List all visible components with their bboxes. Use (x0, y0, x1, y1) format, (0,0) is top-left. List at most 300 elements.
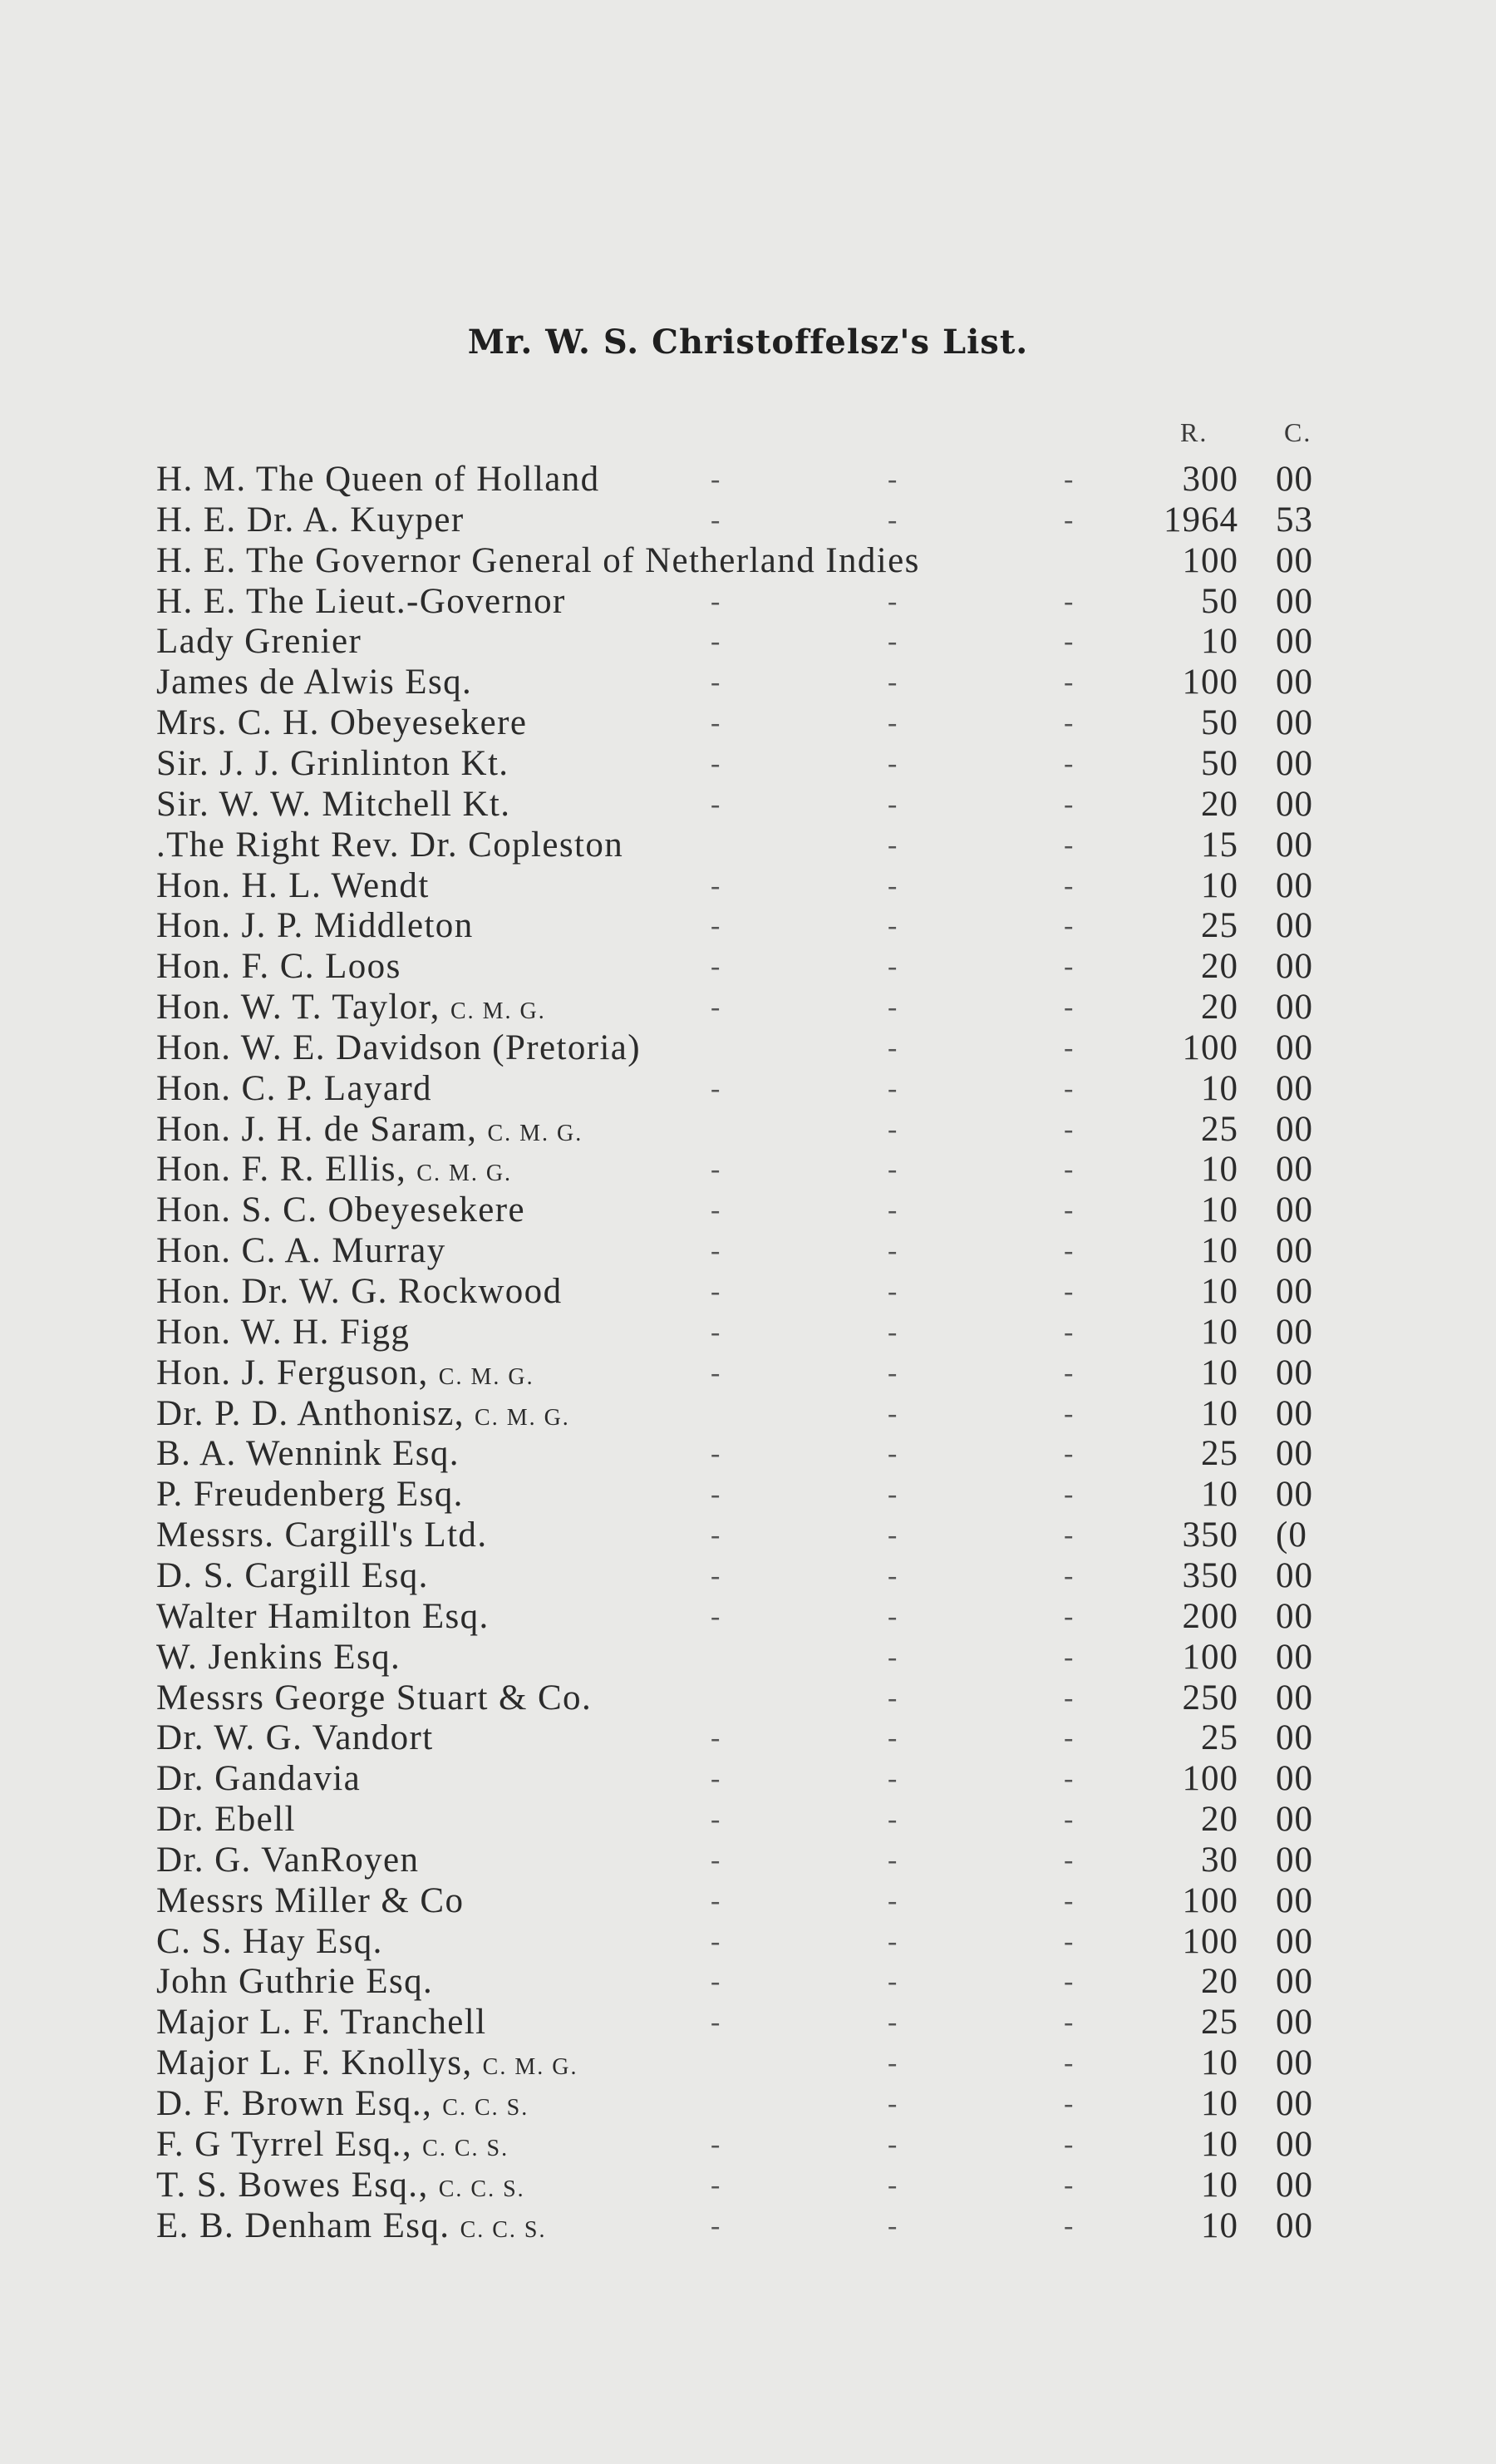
amount-cents: 00 (1276, 2124, 1313, 2164)
amount-cents: 00 (1276, 1475, 1313, 1515)
subscriber-name-text: Sir. J. J. Grinlinton Kt. (156, 743, 509, 783)
subscriber-name-text: Major L. F. Tranchell (156, 2003, 487, 2043)
amount-cents: 00 (1276, 1718, 1313, 1758)
leader-dash: - (711, 1722, 721, 1754)
leader-dash: - (888, 1520, 898, 1551)
subscriber-name (156, 1069, 432, 1110)
amount-rupees: 30 (1201, 1840, 1238, 1880)
leader-dash: - (888, 707, 898, 739)
leader-dash: - (711, 1235, 721, 1267)
list-row (0, 1841, 1496, 1881)
subscriber-name (156, 1028, 641, 1069)
subscriber-name (156, 1881, 464, 1922)
subscriber-name (156, 744, 509, 785)
amount-cents: 00 (1276, 947, 1313, 987)
amount-rupees: 10 (1201, 1231, 1238, 1271)
leader-dash: - (711, 788, 721, 820)
subscriber-name-text: H. E. The Lieut.-Governor (156, 581, 566, 621)
leader-dash: - (711, 1885, 721, 1916)
subscriber-name (156, 1190, 525, 1231)
leader-dash: - (711, 1966, 721, 1998)
amount-cents: 00 (1276, 1555, 1313, 1595)
subscriber-name-text: Hon. W. E. Davidson (Pretoria) (156, 1027, 642, 1067)
amount-rupees: 1964 (1164, 500, 1238, 540)
amount-rupees: 10 (1201, 2084, 1238, 2123)
leader-dash: - (888, 1925, 898, 1957)
list-row (0, 2084, 1496, 2125)
subscriber-name (156, 1718, 434, 1759)
amount-rupees: 10 (1201, 2205, 1238, 2245)
leader-dash: - (888, 1154, 898, 1185)
leader-dash: - (1064, 1885, 1074, 1916)
amount-rupees: 100 (1182, 1759, 1238, 1799)
leader-dash: - (1064, 1032, 1074, 1063)
amount-rupees: 300 (1182, 460, 1238, 499)
list-row (0, 988, 1496, 1028)
amount-cents: 00 (1276, 1800, 1313, 1840)
list-row (0, 2166, 1496, 2206)
leader-dash: - (888, 1641, 898, 1673)
subscriber-name (156, 460, 600, 500)
amount-rupees: 350 (1182, 1555, 1238, 1595)
subscriber-name (156, 1394, 570, 1439)
list-row (0, 1110, 1496, 1151)
amount-cents: 00 (1276, 1109, 1313, 1149)
subscriber-name-text: E. B. Denham Esq. (156, 2205, 450, 2245)
list-row (0, 1313, 1496, 1353)
subscriber-name-text: H. M. The Queen of Holland (156, 460, 600, 499)
leader-dash: - (1064, 788, 1074, 820)
leader-dash: - (711, 992, 721, 1023)
amount-cents: 00 (1276, 1353, 1313, 1392)
honours-suffix: C. M. G. (475, 1404, 570, 1431)
leader-dash: - (1064, 1438, 1074, 1470)
subscriber-name (156, 1515, 487, 1556)
leader-dash: - (888, 2088, 898, 2119)
subscriber-name-text: Dr. G. VanRoyen (156, 1840, 420, 1880)
amount-rupees: 250 (1182, 1678, 1238, 1717)
subscriber-name (156, 2206, 547, 2251)
leader-dash: - (888, 1235, 898, 1267)
leader-dash: - (711, 1438, 721, 1470)
amount-rupees: 20 (1201, 988, 1238, 1027)
leader-dash: - (711, 464, 721, 495)
amount-rupees: 20 (1201, 1800, 1238, 1840)
amount-rupees: 50 (1201, 581, 1238, 621)
leader-dash: - (1064, 2007, 1074, 2038)
amount-cents: 00 (1276, 784, 1313, 824)
subscriber-name-text: H. E. The Governor General of Netherland Indies (156, 540, 920, 580)
amount-cents: 00 (1276, 703, 1313, 743)
subscriber-name (156, 2043, 578, 2088)
subscriber-name-text: John Guthrie Esq. (156, 1962, 434, 2002)
leader-dash: - (711, 504, 721, 535)
subscriber-name-text: .The Right Rev. Dr. Copleston (156, 825, 624, 865)
leader-dash: - (711, 1520, 721, 1551)
subscriber-name-text: Walter Hamilton Esq. (156, 1596, 490, 1636)
subscriber-name (156, 1475, 464, 1515)
amount-cents: 00 (1276, 865, 1313, 905)
subscriber-name-text: Dr. P. D. Anthonisz, (156, 1393, 465, 1433)
amount-cents: 00 (1276, 1393, 1313, 1433)
leader-dash: - (888, 992, 898, 1023)
amount-cents: 00 (1276, 1068, 1313, 1108)
amount-cents: 00 (1276, 1190, 1313, 1230)
amount-rupees: 10 (1201, 1272, 1238, 1311)
list-row (0, 2043, 1496, 2084)
list-row (0, 500, 1496, 541)
list-row (0, 947, 1496, 988)
subscriber-name-text: H. E. Dr. A. Kuyper (156, 500, 465, 540)
list-row (0, 1597, 1496, 1638)
leader-dash: - (888, 2210, 898, 2241)
subscriber-name (156, 582, 566, 623)
amount-rupees: 10 (1201, 622, 1238, 662)
amount-cents: 00 (1276, 1678, 1313, 1717)
leader-dash: - (888, 1885, 898, 1916)
leader-dash: - (1064, 1316, 1074, 1348)
leader-dash: - (888, 585, 898, 617)
honours-suffix: C. M. G. (450, 998, 546, 1025)
amount-cents: 00 (1276, 1962, 1313, 2002)
honours-suffix: C. C. S. (422, 2135, 509, 2161)
subscriber-name (156, 2166, 525, 2210)
leader-dash: - (1064, 1763, 1074, 1795)
leader-dash: - (1064, 2088, 1074, 2119)
amount-rupees: 100 (1182, 540, 1238, 580)
leader-dash: - (888, 910, 898, 942)
amount-rupees: 20 (1201, 947, 1238, 987)
leader-dash: - (711, 707, 721, 739)
subscriber-name (156, 1800, 296, 1841)
subscriber-name-text: Hon. J. H. de Saram, (156, 1109, 478, 1149)
amount-cents: 00 (1276, 2003, 1313, 2043)
leader-dash: - (711, 1357, 721, 1388)
amount-cents: (0 (1276, 1515, 1307, 1555)
amount-rupees: 10 (1201, 1190, 1238, 1230)
amount-cents: 00 (1276, 988, 1313, 1027)
subscriber-name-text: Hon. J. Ferguson, (156, 1353, 429, 1392)
leader-dash: - (888, 870, 898, 901)
amount-cents: 00 (1276, 1840, 1313, 1880)
subscriber-name (156, 622, 362, 663)
leader-dash: - (888, 1844, 898, 1875)
leader-dash: - (1064, 1154, 1074, 1185)
leader-dash: - (711, 1804, 721, 1836)
leader-dash: - (711, 1316, 721, 1348)
subscriber-name-text: James de Alwis Esq. (156, 663, 473, 702)
subscriber-name-text: Major L. F. Knollys, (156, 2043, 473, 2083)
leader-dash: - (1064, 1397, 1074, 1429)
amount-cents: 00 (1276, 1150, 1313, 1190)
cents-column-header: C. (1284, 417, 1312, 447)
subscriber-name-text: Hon. F. R. Ellis, (156, 1150, 407, 1190)
honours-suffix: C. M. G. (416, 1161, 513, 1187)
subscriber-name (156, 703, 527, 744)
leader-dash: - (888, 829, 898, 860)
subscriber-name (156, 1556, 429, 1597)
list-row (0, 1272, 1496, 1313)
list-row (0, 2206, 1496, 2247)
list-row (0, 1556, 1496, 1597)
leader-dash: - (711, 1072, 721, 1104)
leader-dash: - (1064, 910, 1074, 942)
amount-cents: 00 (1276, 1596, 1313, 1636)
leader-dash: - (711, 1763, 721, 1795)
subscriber-name (156, 825, 623, 866)
leader-dash: - (1064, 2210, 1074, 2241)
list-row (0, 1069, 1496, 1110)
subscriber-name-text: C. S. Hay Esq. (156, 1921, 383, 1961)
leader-dash: - (1064, 2128, 1074, 2160)
amount-rupees: 10 (1201, 865, 1238, 905)
subscriber-name-text: Dr. Gandavia (156, 1759, 362, 1799)
amount-rupees: 10 (1201, 2165, 1238, 2205)
leader-dash: - (1064, 1722, 1074, 1754)
leader-dash: - (711, 1925, 721, 1957)
amount-cents: 00 (1276, 460, 1313, 499)
subscriber-name-text: F. G Tyrrel Esq., (156, 2124, 412, 2164)
subscriber-name (156, 2003, 486, 2043)
subscriber-name (156, 947, 401, 988)
list-row (0, 1800, 1496, 1841)
leader-dash: - (711, 1600, 721, 1632)
list-row (0, 460, 1496, 500)
subscriber-name (156, 1231, 446, 1272)
honours-suffix: C. C. S. (460, 2216, 547, 2243)
leader-dash: - (1064, 1682, 1074, 1713)
leader-dash: - (1064, 870, 1074, 901)
amount-rupees: 10 (1201, 1393, 1238, 1433)
leader-dash: - (711, 951, 721, 983)
amount-cents: 00 (1276, 1637, 1313, 1677)
subscriber-name-text: Sir. W. W. Mitchell Kt. (156, 784, 511, 824)
subscriber-name-text: Messrs. Cargill's Ltd. (156, 1515, 488, 1555)
leader-dash: - (711, 1479, 721, 1510)
amount-cents: 00 (1276, 2205, 1313, 2245)
amount-cents: 53 (1276, 500, 1313, 540)
subscriber-name-text: T. S. Bowes Esq., (156, 2165, 429, 2205)
list-row (0, 1231, 1496, 1272)
subscriber-name-text: Dr. W. G. Vandort (156, 1718, 434, 1758)
amount-rupees: 10 (1201, 1312, 1238, 1352)
leader-dash: - (888, 1966, 898, 1998)
leader-dash: - (711, 667, 721, 698)
leader-dash: - (1064, 829, 1074, 860)
leader-dash: - (711, 2169, 721, 2200)
honours-suffix: C. C. S. (438, 2176, 525, 2202)
amount-cents: 00 (1276, 1921, 1313, 1961)
leader-dash: - (711, 1560, 721, 1591)
list-row (0, 866, 1496, 907)
list-row (0, 1028, 1496, 1069)
amount-rupees: 10 (1201, 1068, 1238, 1108)
leader-dash: - (888, 464, 898, 495)
subscriber-name (156, 1434, 460, 1475)
list-row (0, 1638, 1496, 1678)
list-row (0, 2003, 1496, 2043)
list-row (0, 785, 1496, 825)
amount-cents: 00 (1276, 1272, 1313, 1311)
subscriber-name-text: Hon. Dr. W. G. Rockwood (156, 1272, 563, 1311)
list-row (0, 1515, 1496, 1556)
list-row (0, 1759, 1496, 1800)
amount-cents: 00 (1276, 622, 1313, 662)
amount-cents: 00 (1276, 663, 1313, 702)
subscriber-name (156, 1150, 512, 1195)
leader-dash: - (1064, 1844, 1074, 1875)
list-row (0, 1475, 1496, 1515)
subscriber-name (156, 1759, 361, 1800)
leader-dash: - (888, 2007, 898, 2038)
amount-rupees: 20 (1201, 784, 1238, 824)
list-row (0, 1962, 1496, 2003)
leader-dash: - (711, 1154, 721, 1185)
subscriber-name-text: Messrs Miller & Co (156, 1880, 465, 1920)
amount-cents: 00 (1276, 743, 1313, 783)
subscriber-name-text: Hon. F. C. Loos (156, 947, 401, 987)
leader-dash: - (888, 788, 898, 820)
list-row (0, 1353, 1496, 1394)
amount-rupees: 350 (1182, 1515, 1238, 1555)
amount-cents: 00 (1276, 1027, 1313, 1067)
leader-dash: - (711, 1276, 721, 1307)
amount-rupees: 10 (1201, 1150, 1238, 1190)
leader-dash: - (888, 1479, 898, 1510)
amount-rupees: 25 (1201, 906, 1238, 946)
list-row (0, 1190, 1496, 1231)
amount-rupees: 20 (1201, 1962, 1238, 2002)
leader-dash: - (888, 747, 898, 779)
amount-rupees: 10 (1201, 2124, 1238, 2164)
list-row (0, 2125, 1496, 2166)
leader-dash: - (1064, 626, 1074, 658)
leader-dash: - (888, 1722, 898, 1754)
leader-dash: - (711, 1844, 721, 1875)
honours-suffix: C. M. G. (438, 1363, 534, 1390)
leader-dash: - (888, 951, 898, 983)
leader-dash: - (888, 1032, 898, 1063)
leader-dash: - (1064, 1113, 1074, 1145)
subscriber-name (156, 663, 472, 703)
leader-dash: - (1064, 504, 1074, 535)
leader-dash: - (711, 910, 721, 942)
leader-dash: - (1064, 1479, 1074, 1510)
subscriber-name-text: Hon. C. P. Layard (156, 1068, 432, 1108)
amount-cents: 00 (1276, 1231, 1313, 1271)
subscriber-name-text: D. F. Brown Esq., (156, 2084, 433, 2123)
honours-suffix: C. C. S. (442, 2095, 529, 2121)
leader-dash: - (888, 1113, 898, 1145)
leader-dash: - (711, 2007, 721, 2038)
rupees-column-header: R. (1180, 417, 1208, 447)
subscriber-name-text: Dr. Ebell (156, 1800, 296, 1840)
amount-cents: 00 (1276, 906, 1313, 946)
subscriber-name-text: P. Freudenberg Esq. (156, 1475, 464, 1515)
list-row (0, 1678, 1496, 1719)
leader-dash: - (1064, 1520, 1074, 1551)
amount-cents: 00 (1276, 2165, 1313, 2205)
leader-dash: - (711, 1195, 721, 1226)
leader-dash: - (888, 667, 898, 698)
list-row (0, 1150, 1496, 1190)
amount-cents: 00 (1276, 1312, 1313, 1352)
leader-dash: - (888, 2169, 898, 2200)
subscriber-name-text: Hon. H. L. Wendt (156, 865, 430, 905)
amount-rupees: 25 (1201, 1434, 1238, 1474)
subscriber-name (156, 785, 510, 825)
subscriber-name (156, 500, 465, 541)
list-row (0, 1922, 1496, 1963)
amount-cents: 00 (1276, 1880, 1313, 1920)
amount-rupees: 100 (1182, 1027, 1238, 1067)
leader-dash: - (1064, 1804, 1074, 1836)
subscriber-name-text: Hon. W. T. Taylor, (156, 988, 440, 1027)
subscriber-name-text: Lady Grenier (156, 622, 362, 662)
leader-dash: - (888, 1072, 898, 1104)
leader-dash: - (888, 1276, 898, 1307)
list-row (0, 825, 1496, 866)
subscriber-name-text: Mrs. C. H. Obeyesekere (156, 703, 528, 743)
subscriber-name (156, 1110, 583, 1155)
leader-dash: - (888, 1316, 898, 1348)
amount-rupees: 100 (1182, 1637, 1238, 1677)
list-row (0, 906, 1496, 947)
leader-dash: - (888, 2048, 898, 2079)
subscriber-name-text: Hon. S. C. Obeyesekere (156, 1190, 525, 1230)
amount-rupees: 25 (1201, 1718, 1238, 1758)
list-row (0, 582, 1496, 623)
leader-dash: - (1064, 747, 1074, 779)
leader-dash: - (711, 747, 721, 779)
amount-cents: 00 (1276, 1759, 1313, 1799)
leader-dash: - (711, 585, 721, 617)
list-row (0, 744, 1496, 785)
subscriber-name-text: W. Jenkins Esq. (156, 1637, 401, 1677)
subscriber-name (156, 1638, 401, 1678)
amount-rupees: 100 (1182, 1921, 1238, 1961)
leader-dash: - (1064, 1276, 1074, 1307)
subscriber-name (156, 906, 474, 947)
leader-dash: - (888, 1397, 898, 1429)
leader-dash: - (711, 2210, 721, 2241)
list-row (0, 703, 1496, 744)
honours-suffix: C. M. G. (482, 2054, 578, 2081)
leader-dash: - (1064, 992, 1074, 1023)
leader-dash: - (888, 504, 898, 535)
list-row (0, 663, 1496, 703)
amount-rupees: 25 (1201, 2003, 1238, 2043)
amount-rupees: 200 (1182, 1596, 1238, 1636)
leader-dash: - (888, 626, 898, 658)
amount-rupees: 50 (1201, 743, 1238, 783)
leader-dash: - (1064, 1966, 1074, 1998)
leader-dash: - (1064, 667, 1074, 698)
leader-dash: - (1064, 1072, 1074, 1104)
subscriber-name-text: Hon. W. H. Figg (156, 1312, 411, 1352)
leader-dash: - (888, 1600, 898, 1632)
leader-dash: - (1064, 1560, 1074, 1591)
amount-rupees: 25 (1201, 1109, 1238, 1149)
subscriber-name (156, 1962, 433, 2003)
list-row (0, 622, 1496, 663)
leader-dash: - (1064, 1357, 1074, 1388)
leader-dash: - (711, 626, 721, 658)
subscriber-name (156, 1313, 410, 1353)
subscriber-name (156, 1922, 383, 1963)
leader-dash: - (888, 1357, 898, 1388)
leader-dash: - (1064, 2048, 1074, 2079)
